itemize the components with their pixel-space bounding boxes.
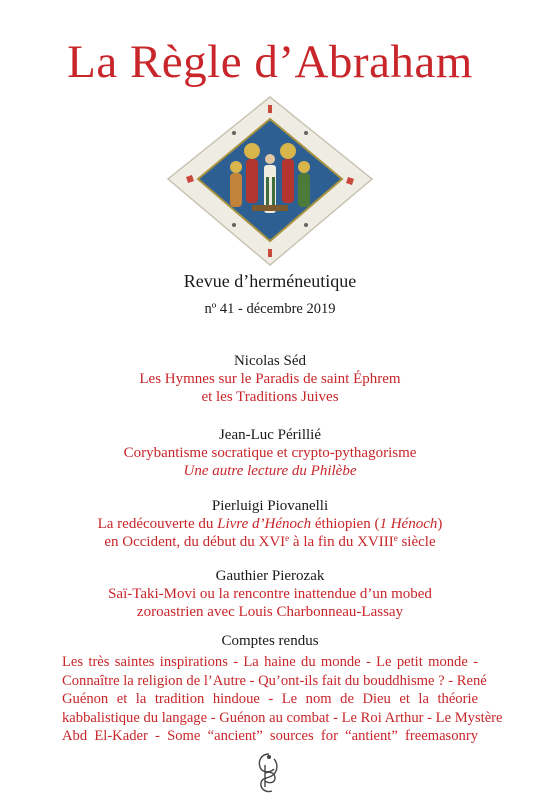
reviews-list [62,653,503,746]
title-text: à la fin du XVIII [289,534,394,550]
issue-number: nº 41 - décembre 2019 [204,301,336,317]
article-pierozak [0,567,540,621]
superscript: e [393,533,398,543]
title-text: La redécouverte du [97,516,218,532]
review-line: Les très saintes inspirations - La haine du monde - Le petit monde - [62,654,478,670]
article-title-line: et les Traditions Juives [201,389,339,405]
publisher-monogram-icon [254,751,284,795]
review-line: Connaître la religion de l’Autre - Qu’ont-ils fait du bouddhisme ? - René [62,672,487,689]
article-title-line [0,533,540,551]
journal-subtitle: Revue d’herméneutique [183,271,357,291]
article-title-line [0,515,540,533]
superscript: e [285,533,290,543]
article-title-line: Les Hymnes sur le Paradis de saint Éphrem [139,371,401,387]
article-perillie [0,426,540,480]
title-text: éthiopien ( [311,516,380,532]
article-author: Pierluigi Piovanelli [211,498,329,514]
title-text: en Occident, du début du XVI [104,534,286,550]
article-author: Gauthier Pierozak [215,568,325,584]
article-title-line: Corybantisme socratique et crypto-pythagorisme [123,445,417,461]
review-line: Guénon et la tradition hindoue - Le nom de Dieu et la théorie [62,691,478,708]
article-author: Nicolas Séd [233,353,307,369]
title-text: siècle [397,534,436,550]
journal-title: La Règle d’Abraham [67,36,473,88]
review-line: kabbalistique du langage - Guénon au combat - Le Roi Arthur - Le Mystère [62,709,503,726]
article-sed [0,352,540,406]
title-text: ) [437,516,443,532]
diamond-icon-painting [164,93,376,269]
book-title: Livre d’Hénoch [217,516,312,532]
reviews-heading: Comptes rendus [221,633,319,649]
article-piovanelli [0,497,540,551]
article-author: Jean-Luc Périllié [218,427,322,443]
book-title: 1 Hénoch [379,516,438,532]
review-line: Abd El-Kader - Some “ancient” sources for “antient” freemasonry [62,728,478,745]
article-title-line: Saï-Taki-Movi ou la rencontre inattendue d’un mobed [108,586,432,602]
article-subtitle: Une autre lecture du Philèbe [183,463,357,479]
article-title-line: zoroastrien avec Louis Charbonneau-Lassay [136,604,404,620]
